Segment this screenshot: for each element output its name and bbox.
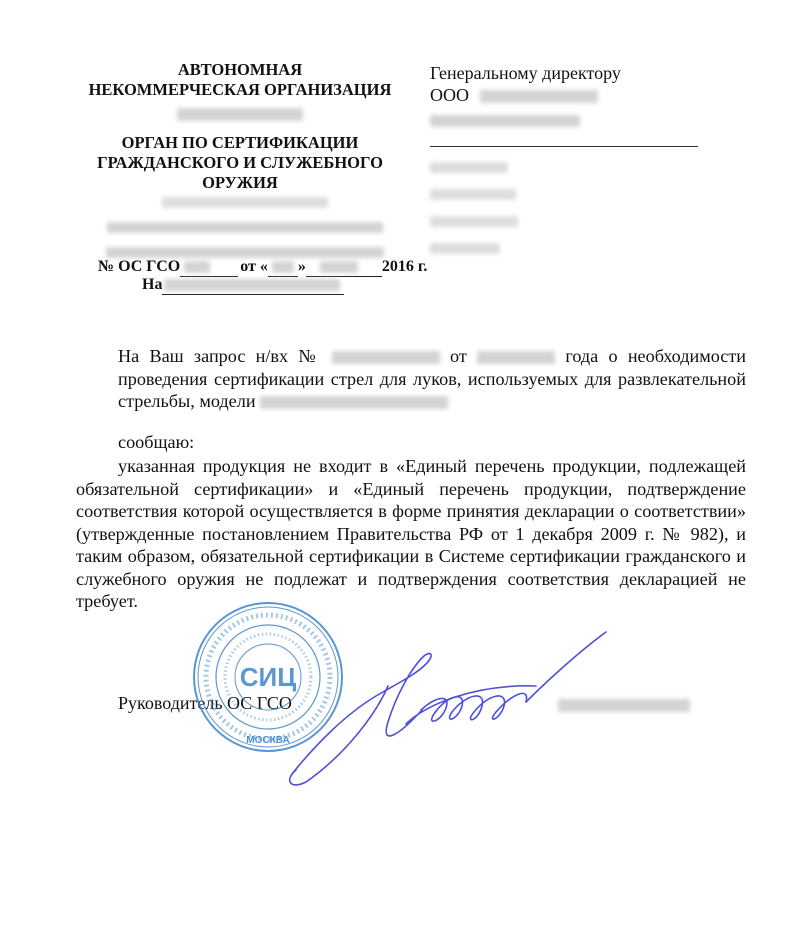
body-line-1: ОРГАН ПО СЕРТИФИКАЦИИ	[121, 133, 359, 152]
date-from: от «	[240, 258, 268, 275]
organization-header	[60, 60, 420, 123]
org-line-2: НЕКОММЕРЧЕСКАЯ ОРГАНИЗАЦИЯ	[88, 80, 392, 99]
addressee-divider	[430, 146, 698, 147]
stamp-center-text: СИЦ	[239, 662, 297, 692]
date-mid: »	[297, 258, 306, 275]
request-from: от	[449, 346, 467, 366]
body-line-2: ГРАЖДАНСКОГО И СЛУЖЕБНОГО	[97, 153, 383, 172]
outgoing-number-line	[98, 258, 427, 277]
handwritten-signature	[276, 624, 636, 794]
stamp-bottom-text: МОСКВА	[246, 735, 290, 746]
org-line-1: АВТОНОМНАЯ	[177, 60, 303, 79]
certification-body-header	[60, 133, 420, 193]
request-paragraph	[76, 345, 746, 413]
addressee-title: Генеральному директору	[430, 63, 621, 83]
request-lead: На Ваш запрос н/вх №	[118, 346, 322, 366]
na-prefix: На	[142, 276, 163, 293]
addressee-company	[430, 84, 621, 106]
reply-word: сообщаю:	[118, 432, 195, 452]
reference-line	[142, 276, 344, 295]
redacted-company-line	[430, 108, 621, 130]
addressee-block	[430, 62, 621, 130]
redacted-addressee-details	[430, 158, 518, 257]
number-prefix: № ОС ГСО	[98, 258, 181, 275]
number-year: 2016 г.	[381, 258, 428, 275]
answer-paragraph	[76, 455, 746, 613]
redacted-address-block	[95, 193, 395, 261]
company-prefix: ООО	[430, 85, 469, 105]
request-text: года о необходимости проведения сертификации стрел для луков, используемых для развлекательной стрельбы, модели	[118, 346, 747, 411]
signer-title: Руководитель ОС ГСО	[118, 693, 292, 713]
redacted-org-name	[60, 103, 420, 123]
answer-text: указанная продукция не входит в «Единый перечень продукции, подлежащей обязательной сертификации» и «Единый перечень продукции, подтверждение соответствия которой осуществляется в форме принятия декларации о соответствии» (утвержденные постановлением Правительства РФ от 1 декабря 2009 г. № 982), и таким образом, обязательной сертификации в Системе сертификации гражданского и служебного оружия не подлежат и подтверждения соответствия декларацией не требует.	[76, 456, 746, 611]
body-line-3: ОРУЖИЯ	[202, 173, 278, 192]
